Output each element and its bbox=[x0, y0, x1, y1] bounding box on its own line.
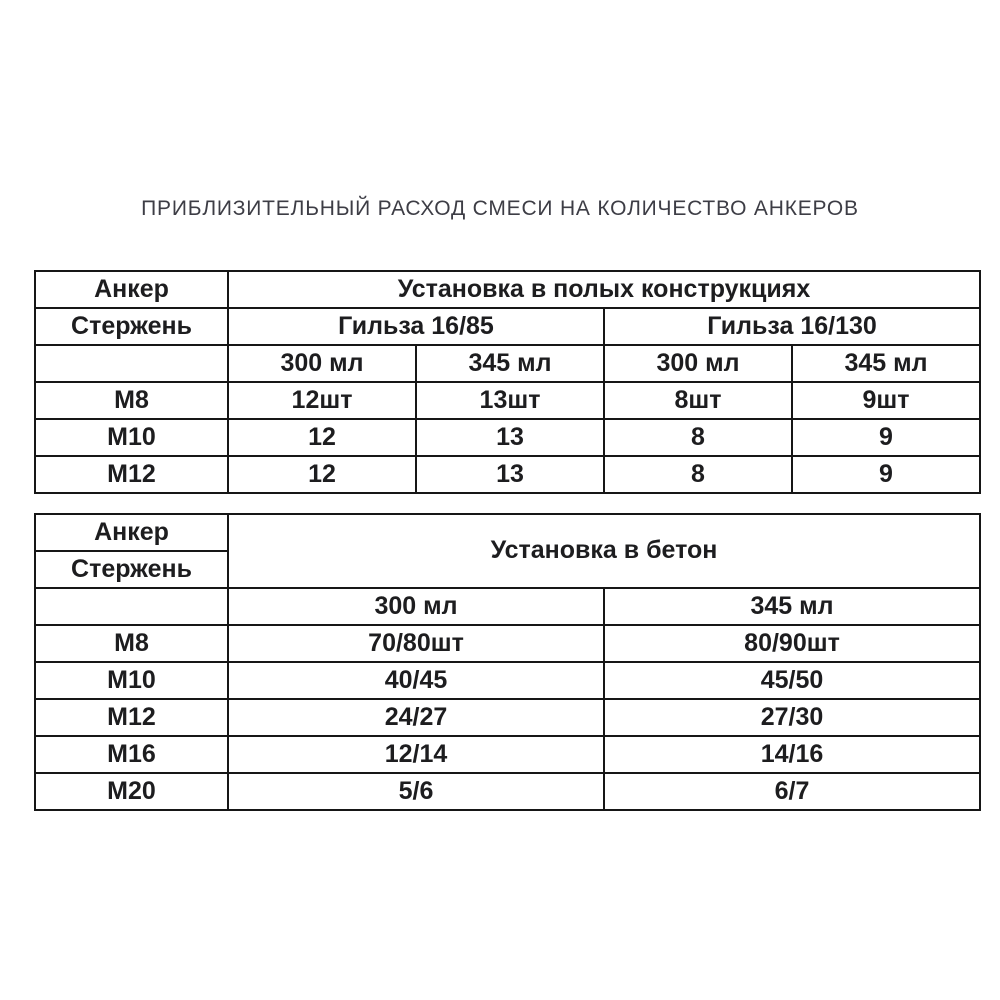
value-cell: 9 bbox=[792, 419, 980, 456]
table-row bbox=[35, 345, 980, 382]
anchor-row-label: М12 bbox=[35, 456, 228, 493]
rod-header-cell: Стержень bbox=[35, 551, 228, 588]
volume-header-cell: 300 мл bbox=[228, 588, 604, 625]
anchor-row-label: М20 bbox=[35, 773, 228, 810]
rod-header-cell: Стержень bbox=[35, 308, 228, 345]
anchor-header-cell: Анкер bbox=[35, 514, 228, 551]
sleeve-16-130-header-cell: Гильза 16/130 bbox=[604, 308, 980, 345]
anchor-row-label: М10 bbox=[35, 419, 228, 456]
concrete-installation-header-cell: Установка в бетон bbox=[228, 514, 980, 588]
value-cell: 13шт bbox=[416, 382, 604, 419]
value-cell: 6/7 bbox=[604, 773, 980, 810]
volume-header-cell: 300 мл bbox=[604, 345, 792, 382]
table-row bbox=[35, 308, 980, 345]
value-cell: 12 bbox=[228, 419, 416, 456]
volume-header-cell: 300 мл bbox=[228, 345, 416, 382]
empty-cell bbox=[35, 588, 228, 625]
value-cell: 5/6 bbox=[228, 773, 604, 810]
value-cell: 14/16 bbox=[604, 736, 980, 773]
value-cell: 8шт bbox=[604, 382, 792, 419]
table-row bbox=[35, 736, 980, 773]
table-row bbox=[35, 456, 980, 493]
value-cell: 9шт bbox=[792, 382, 980, 419]
anchor-row-label: М16 bbox=[35, 736, 228, 773]
value-cell: 12шт bbox=[228, 382, 416, 419]
value-cell: 27/30 bbox=[604, 699, 980, 736]
hollow-structures-table bbox=[34, 270, 981, 494]
volume-header-cell: 345 мл bbox=[416, 345, 604, 382]
concrete-table bbox=[34, 513, 981, 811]
table-row bbox=[35, 699, 980, 736]
value-cell: 70/80шт bbox=[228, 625, 604, 662]
value-cell: 40/45 bbox=[228, 662, 604, 699]
anchor-row-label: М8 bbox=[35, 625, 228, 662]
value-cell: 12/14 bbox=[228, 736, 604, 773]
table-row bbox=[35, 419, 980, 456]
value-cell: 13 bbox=[416, 456, 604, 493]
value-cell: 45/50 bbox=[604, 662, 980, 699]
volume-header-cell: 345 мл bbox=[792, 345, 980, 382]
table-row bbox=[35, 662, 980, 699]
table-row bbox=[35, 271, 980, 308]
anchor-row-label: М12 bbox=[35, 699, 228, 736]
value-cell: 24/27 bbox=[228, 699, 604, 736]
volume-header-cell: 345 мл bbox=[604, 588, 980, 625]
value-cell: 80/90шт bbox=[604, 625, 980, 662]
table-row bbox=[35, 382, 980, 419]
anchor-row-label: М10 bbox=[35, 662, 228, 699]
page-title: ПРИБЛИЗИТЕЛЬНЫЙ РАСХОД СМЕСИ НА КОЛИЧЕСТВО АНКЕРОВ bbox=[141, 197, 859, 220]
table-row bbox=[35, 773, 980, 810]
sleeve-16-85-header-cell: Гильза 16/85 bbox=[228, 308, 604, 345]
table-row bbox=[35, 514, 980, 551]
anchor-header-cell: Анкер bbox=[35, 271, 228, 308]
empty-cell bbox=[35, 345, 228, 382]
value-cell: 13 bbox=[416, 419, 604, 456]
anchor-row-label: М8 bbox=[35, 382, 228, 419]
value-cell: 12 bbox=[228, 456, 416, 493]
value-cell: 9 bbox=[792, 456, 980, 493]
table-row bbox=[35, 625, 980, 662]
table-row bbox=[35, 588, 980, 625]
value-cell: 8 bbox=[604, 456, 792, 493]
hollow-installation-header-cell: Установка в полых конструкциях bbox=[228, 271, 980, 308]
value-cell: 8 bbox=[604, 419, 792, 456]
